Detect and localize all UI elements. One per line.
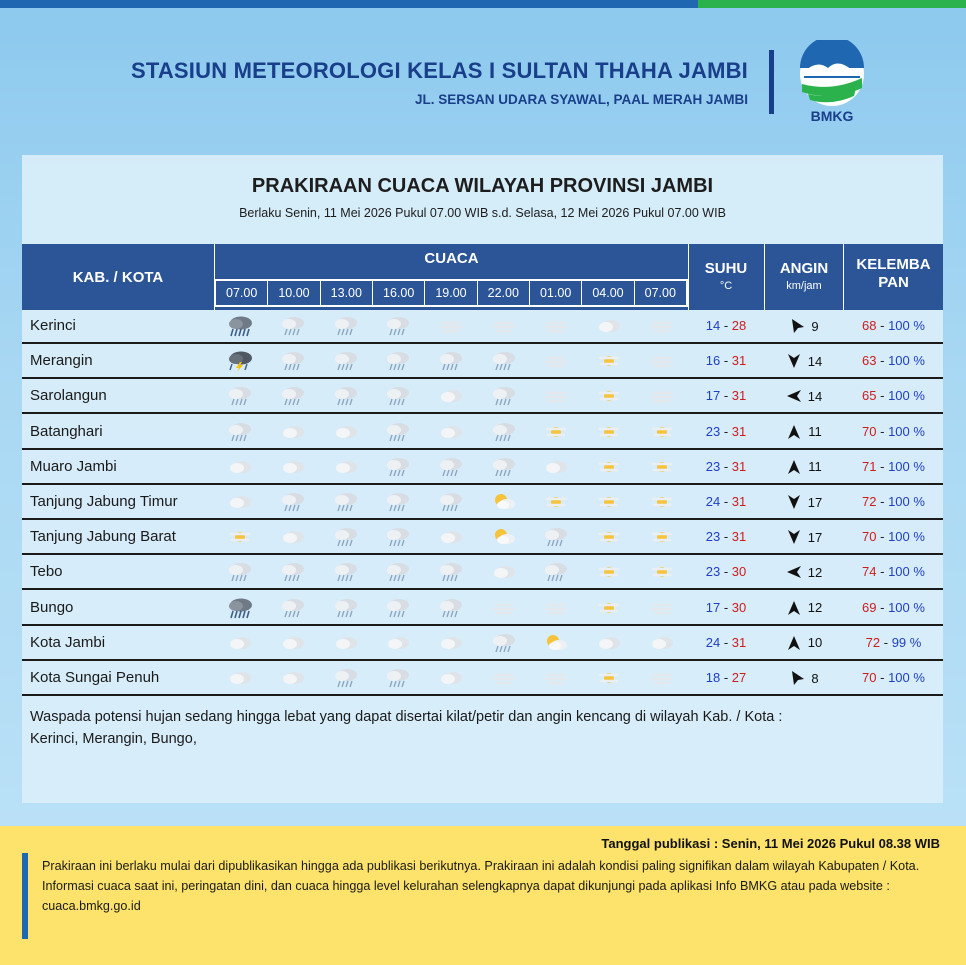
light-rain-icon [425,486,478,518]
weather-warning [30,706,930,750]
weather-icons [214,380,688,412]
weather-icons [214,451,688,483]
thunderstorm-icon [214,345,267,377]
cloudy-icon [425,380,478,412]
light-rain-icon [372,416,425,448]
header-separator [769,50,774,114]
wind-direction-icon [786,600,802,616]
wind-direction-icon [789,318,805,334]
cloudy-icon [425,627,478,659]
light-rain-icon [319,310,372,342]
humidity-max: 100 % [888,494,925,509]
temp-max: 30 [731,564,747,580]
humidity-max: 100 % [888,458,925,474]
wind [765,451,843,483]
light-rain-icon [214,416,267,448]
fog-icon [635,310,688,342]
humidity: 70 - 100 % [862,423,925,439]
light-rain-icon [372,521,425,553]
kelembapan-label-2: PAN [878,274,909,291]
humidity-min: 71 [862,458,877,474]
temp-min: 24 [705,634,721,650]
wind-direction-icon [786,564,802,580]
table-row [22,345,943,379]
humidity-min: 65 [862,388,877,404]
kelembapan-label-1: KELEMBA [856,256,931,273]
humidity-min: 70 [862,423,877,439]
weather-icons [214,521,688,553]
humidity-min: 70 [862,670,877,685]
light-rain-icon [372,451,425,483]
temp-min: 17 [705,599,721,615]
light-rain-icon [372,345,425,377]
col-header-angin [765,244,843,310]
hazy-icon [583,345,636,377]
wind-speed: 12 [807,564,823,580]
humidity-min: 63 [862,353,877,369]
hazy-icon [635,486,688,518]
forecast-title: PRAKIRAAN CUACA WILAYAH PROVINSI JAMBI [251,175,714,197]
humidity-max: 100 % [888,388,925,404]
light-rain-icon [530,521,583,553]
hazy-icon [635,556,688,588]
time-header: 10.00 [268,281,320,305]
table-row [22,592,943,626]
temp-min: 23 [705,458,721,474]
fog-icon [530,592,583,624]
humidity-min: 74 [862,564,877,580]
light-rain-icon [319,662,372,694]
wind-speed: 8 [811,670,819,686]
region-name: Kota Sungai Penuh [30,669,160,686]
temp-max: 31 [731,529,747,545]
cloudy-icon [267,662,320,694]
humidity-max: 100 % [888,564,925,580]
temperature: 16 - 31 [705,353,747,369]
table-row [22,310,943,344]
light-rain-icon [530,556,583,588]
humidity: 65 - 100 % [862,388,925,404]
weather-icons [214,556,688,588]
table-row [22,521,943,555]
wind-speed: 14 [807,353,823,369]
col-header-kelembapan [844,244,943,310]
hazy-icon [583,416,636,448]
wind-direction-icon [786,388,802,404]
light-rain-icon [214,556,267,588]
cloudy-icon [267,451,320,483]
light-rain-icon [319,486,372,518]
cloudy-icon [319,627,372,659]
footer-note: Prakiraan ini berlaku mulai dari dipublikasikan hingga ada publikasi berikutnya. Prakiraan ini adalah kondisi paling signifikan dalam wilayah Kabupaten / Kota. Informasi cuaca saat ini, peringatan dini, dan cuaca hingga level kelurahan selengkapnya dapat dikunjungi pada aplikasi Info BMKG atau pada website : cuaca.bmkg.go.id [42,859,920,913]
humidity-min: 68 [862,318,877,333]
temp-min: 17 [705,388,721,404]
temperature: 17 - 31 [705,388,747,404]
wind [765,556,843,588]
region-name: Merangin [30,352,93,370]
heavy-rain-icon [214,592,267,624]
humidity-max: 100 % [888,529,925,545]
wind-direction-icon [786,529,802,545]
partly-cloudy-icon [530,627,583,659]
light-rain-icon [372,380,425,412]
light-rain-icon [319,592,372,624]
cloudy-icon [267,521,320,553]
wind [765,345,843,377]
cloudy-icon [319,416,372,448]
weather-icons [214,627,688,659]
weather-icons [214,310,688,342]
temperature: 24 - 31 [705,634,747,650]
wind [765,380,843,412]
light-rain-icon [214,380,267,412]
col-header-cuaca: CUACA [424,249,479,267]
time-header: 07.00 [644,286,676,300]
suhu-label: SUHU [704,260,748,277]
light-rain-icon [425,451,478,483]
cloudy-icon [214,451,267,483]
weather-icons [214,662,688,694]
fog-icon [477,592,530,624]
cloudy-icon [267,416,320,448]
cloudy-icon [425,521,478,553]
hazy-icon [635,521,688,553]
weather-icons [214,416,688,448]
cloudy-icon [319,451,372,483]
light-rain-icon [372,556,425,588]
light-rain-icon [267,380,320,412]
light-rain-icon [267,345,320,377]
light-rain-icon [477,451,530,483]
humidity: 74 - 100 % [862,564,925,580]
wind-direction-icon [786,424,802,440]
temp-min: 23 [705,529,721,545]
time-header-row [214,279,688,307]
cloudy-icon [425,662,478,694]
hazy-icon [214,521,267,553]
humidity: 71 - 100 % [862,458,925,474]
temp-min: 24 [705,494,721,509]
humidity-min: 72 [862,494,877,509]
wind [765,627,843,659]
humidity-max: 100 % [888,599,925,615]
cloudy-icon [267,627,320,659]
hazy-icon [583,486,636,518]
wind [765,521,843,553]
light-rain-icon [477,416,530,448]
wind-direction-icon [786,635,802,651]
table-header [22,244,943,310]
humidity: 63 - 100 % [862,353,925,369]
forecast-panel [22,155,943,803]
region-name: Tanjung Jabung Timur [30,493,178,510]
region-name: Kota Jambi [30,633,106,651]
temp-max: 31 [731,494,747,509]
hazy-icon [530,486,583,518]
wind-speed: 12 [807,600,823,616]
fog-icon [635,662,688,694]
humidity: 70 - 100 % [862,670,925,685]
station-title: STASIUN METEOROLOGI KELAS I SULTAN THAHA JAMBI [130,58,748,83]
table-row [22,416,943,450]
temperature: 23 - 31 [705,423,747,439]
temp-min: 16 [705,353,721,369]
wind [765,662,843,694]
top-green-strip [698,0,966,8]
cloudy-icon [583,627,636,659]
col-header-kab: KAB. / KOTA [72,268,164,286]
temp-max: 31 [731,388,747,404]
fog-icon [530,345,583,377]
wind-speed: 14 [807,388,823,404]
light-rain-icon [319,521,372,553]
light-rain-icon [319,380,372,412]
region-name: Batanghari [30,422,103,440]
temp-max: 31 [731,423,747,439]
humidity: 69 - 100 % [862,599,925,615]
light-rain-icon [372,592,425,624]
cloudy-icon [372,627,425,659]
temperature: 14 - 28 [705,318,747,333]
time-header: 01.00 [530,281,582,305]
temp-max: 28 [731,318,747,333]
fog-icon [635,345,688,377]
fog-icon [635,592,688,624]
angin-unit: km/jam [786,280,822,292]
station-address: JL. SERSAN UDARA SYAWAL, PAAL MERAH JAMBI [414,92,748,107]
temp-min: 23 [705,564,721,580]
cloudy-icon [583,310,636,342]
temperature: 17 - 30 [705,599,747,615]
light-rain-icon [425,592,478,624]
humidity-max: 100 % [888,318,925,333]
hazy-icon [583,521,636,553]
humidity: 70 - 100 % [862,529,925,545]
region-name: Tebo [30,563,63,581]
humidity: 72 - 100 % [862,494,925,509]
wind-speed: 9 [811,318,819,334]
light-rain-icon [477,627,530,659]
hazy-icon [635,451,688,483]
humidity-max: 100 % [888,670,925,685]
region-name: Sarolangun [30,387,107,405]
light-rain-icon [267,486,320,518]
light-rain-icon [372,310,425,342]
wind-direction-icon [789,670,805,686]
table-row [22,627,943,661]
wind-speed: 10 [807,635,823,651]
temp-min: 18 [705,670,721,685]
publication-date: Tanggal publikasi : Senin, 11 Mei 2026 Pukul 08.38 WIB [601,836,940,851]
light-rain-icon [319,345,372,377]
fog-icon [477,662,530,694]
temp-min: 14 [705,318,721,333]
humidity-max: 100 % [888,423,925,439]
time-header: 22.00 [478,281,530,305]
top-color-strip [0,0,966,8]
forecast-validity: Berlaku Senin, 11 Mei 2026 Pukul 07.00 WIB s.d. Selasa, 12 Mei 2026 Pukul 07.00 WIB [239,206,726,220]
humidity-min: 70 [862,529,877,545]
temperature: 23 - 31 [705,529,747,545]
wind-direction-icon [786,494,802,510]
temp-max: 27 [731,670,747,685]
light-rain-icon [425,556,478,588]
hazy-icon [583,451,636,483]
light-rain-icon [372,662,425,694]
fog-icon [477,310,530,342]
time-header: 07.00 [216,281,268,305]
cloudy-icon [214,627,267,659]
fog-icon [530,310,583,342]
table-row [22,556,943,590]
light-rain-icon [267,592,320,624]
weather-icons [214,345,688,377]
heavy-rain-icon [214,310,267,342]
humidity-min: 69 [862,599,877,615]
table-row [22,662,943,696]
light-rain-icon [477,345,530,377]
time-header: 16.00 [373,281,425,305]
fog-icon [530,380,583,412]
light-rain-icon [267,310,320,342]
cloudy-icon [477,556,530,588]
humidity: 72 - 99 % [865,634,922,650]
partly-cloudy-icon [477,521,530,553]
time-header: 13.00 [321,281,373,305]
temperature: 24 - 31 [705,494,747,509]
wind-speed: 11 [808,424,822,440]
temp-max: 31 [731,458,747,474]
region-name: Bungo [30,598,74,616]
temp-min: 23 [705,423,721,439]
time-header: 04.00 [582,281,634,305]
suhu-unit: °C [719,280,733,292]
wind-speed: 17 [807,529,823,545]
wind [765,416,843,448]
cloudy-icon [214,662,267,694]
warning-text: Waspada potensi hujan sedang hingga lebat yang dapat disertai kilat/petir dan angin kencang di wilayah Kab. / Kota : [30,709,783,725]
temp-max: 31 [731,634,747,650]
region-name: Kerinci [30,317,76,334]
logo-label: BMKG [810,108,854,124]
fog-icon [425,310,478,342]
cloudy-icon [214,486,267,518]
weather-icons [214,592,688,624]
humidity-min: 72 [865,634,881,650]
wind [765,592,843,624]
temp-max: 31 [731,353,747,369]
light-rain-icon [425,345,478,377]
weather-icons [214,486,688,518]
hazy-icon [583,380,636,412]
light-rain-icon [477,380,530,412]
wind-speed: 11 [808,459,822,475]
region-name: Tanjung Jabung Barat [30,528,176,546]
temperature: 23 - 31 [705,458,747,474]
humidity: 68 - 100 % [862,318,925,333]
angin-label: ANGIN [779,260,829,277]
cloudy-icon [635,627,688,659]
col-header-suhu [688,244,764,310]
hazy-icon [583,662,636,694]
temp-max: 30 [731,599,747,615]
hazy-icon [583,592,636,624]
light-rain-icon [372,486,425,518]
fog-icon [530,662,583,694]
table-row [22,486,943,520]
partly-cloudy-icon [477,486,530,518]
humidity-max: 99 % [891,634,922,650]
temperature: 23 - 30 [705,564,747,580]
table-row [22,451,943,485]
hazy-icon [530,416,583,448]
region-name: Muaro Jambi [30,457,117,475]
humidity-max: 100 % [888,353,925,369]
wind-direction-icon [786,459,802,475]
cloudy-icon [530,451,583,483]
wind-speed: 17 [807,494,823,510]
wind [765,310,843,342]
warning-regions: Kerinci, Merangin, Bungo, [30,731,197,747]
cloudy-icon [425,416,478,448]
light-rain-icon [319,556,372,588]
hazy-icon [635,416,688,448]
wind [765,486,843,518]
footer [0,826,966,965]
light-rain-icon [267,556,320,588]
temperature: 18 - 27 [705,670,747,685]
wind-direction-icon [786,353,802,369]
hazy-icon [583,556,636,588]
table-row [22,380,943,414]
footer-accent-bar [22,853,28,939]
fog-icon [635,380,688,412]
time-header: 19.00 [425,281,477,305]
